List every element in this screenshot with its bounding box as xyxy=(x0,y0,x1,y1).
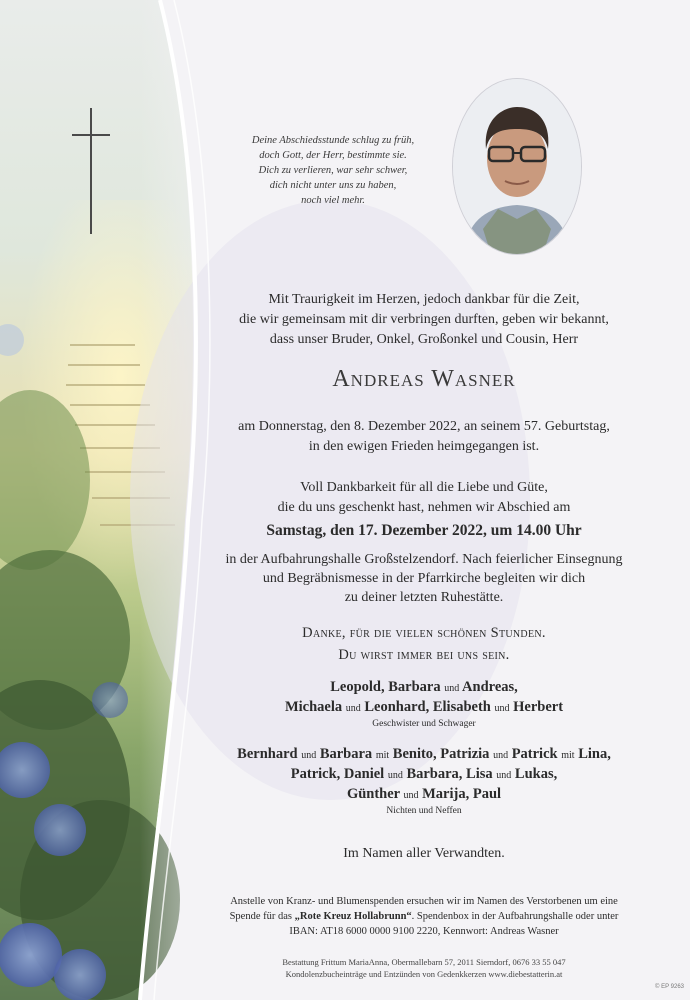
ceremony-place xyxy=(200,550,648,607)
conjunction: und xyxy=(493,750,509,761)
family-names: Leopold, Barbara xyxy=(330,679,441,695)
poem-line: noch viel mehr. xyxy=(301,195,365,206)
motto-line: Danke, für die vielen schönen Stunden. xyxy=(302,625,546,641)
donation-notice xyxy=(200,894,648,939)
family-names: Barbara xyxy=(319,746,373,762)
thanks-line: die du uns geschenkt hast, nehmen wir Abschied am xyxy=(277,500,571,515)
intro-text xyxy=(200,290,648,350)
charity-name: „Rote Kreuz Hollabrunn“ xyxy=(294,911,412,922)
conjunction: und xyxy=(444,683,460,694)
deceased-name: Andreas Wasner xyxy=(332,366,516,392)
poem xyxy=(218,133,448,208)
nieces-block xyxy=(200,745,648,817)
conjunction: und xyxy=(387,770,403,781)
family-names: Marija, Paul xyxy=(422,786,502,802)
funeral-line: Bestattung Frittum MariaAnna, Obermallebarn 57, 2011 Sierndorf, 0676 33 55 047 xyxy=(282,957,566,967)
siblings-block xyxy=(200,678,648,730)
family-names: Andreas, xyxy=(462,679,518,695)
family-names: Herbert xyxy=(513,699,564,715)
conjunction: und xyxy=(494,703,510,714)
funeral-home-info xyxy=(200,956,648,980)
conjunction: und xyxy=(301,750,317,761)
intro-line: Mit Traurigkeit im Herzen, jedoch dankbar für die Zeit, xyxy=(268,292,580,307)
farewell-date: Samstag, den 17. Dezember 2022, um 14.00 Uhr xyxy=(266,522,582,539)
nieces-line xyxy=(200,785,648,805)
family-names: Michaela xyxy=(284,699,343,715)
death-line: am Donnerstag, den 8. Dezember 2022, an seinem 57. Geburtstag, xyxy=(238,419,610,434)
intro-line: die wir gemeinsam mit dir verbringen durften, geben wir bekannt, xyxy=(239,312,609,327)
conjunction: mit xyxy=(375,750,390,761)
donation-line xyxy=(200,909,648,924)
family-names: Leonhard, Elisabeth xyxy=(364,699,491,715)
poem-line: Dich zu verlieren, war sehr schwer, xyxy=(258,165,408,176)
conjunction: und xyxy=(403,790,419,801)
family-names: Lina, xyxy=(578,746,611,762)
place-line: und Begräbnismesse in der Pfarrkirche begleiten wir dich xyxy=(262,571,586,586)
family-names: Benito, Patrizia xyxy=(392,746,490,762)
family-names: Barbara, Lisa xyxy=(406,766,493,782)
conjunction: und xyxy=(345,703,361,714)
nieces-line xyxy=(200,745,648,765)
family-names: Bernhard xyxy=(237,746,298,762)
thanks-text xyxy=(200,478,648,518)
relation-label: Nichten und Neffen xyxy=(386,806,462,816)
poem-line: dich nicht unter uns zu haben, xyxy=(269,180,397,191)
poem-line: doch Gott, der Herr, bestimmte sie. xyxy=(259,150,407,161)
cross-icon xyxy=(72,108,110,234)
family-names: Patrick, Daniel xyxy=(290,766,385,782)
donation-line: IBAN: AT18 6000 0000 9100 2220, Kennwort: Andreas Wasner xyxy=(289,926,559,937)
motto xyxy=(200,622,648,666)
motto-line: Du wirst immer bei uns sein. xyxy=(338,647,510,663)
siblings-line xyxy=(200,698,648,718)
donation-text: . Spendenbox in der Aufbahrungshalle oder unter xyxy=(411,911,619,922)
print-code: © EP 9263 xyxy=(655,984,684,990)
portrait-photo xyxy=(452,78,582,255)
family-names: Lukas, xyxy=(514,766,558,782)
death-notice xyxy=(200,417,648,457)
relation-label: Geschwister und Schwager xyxy=(372,719,476,729)
family-names: Patrick xyxy=(511,746,558,762)
donation-line: Anstelle von Kranz- und Blumenspenden ersuchen wir im Namen des Verstorbenen um eine xyxy=(230,896,618,907)
place-line: in der Aufbahrungshalle Großstelzendorf. Nach feierlicher Einsegnung xyxy=(225,552,623,567)
place-line: zu deiner letzten Ruhestätte. xyxy=(344,590,504,605)
family-names: Günther xyxy=(346,786,400,802)
poem-line: Deine Abschiedsstunde schlug zu früh, xyxy=(251,135,415,146)
siblings-line xyxy=(200,678,648,698)
closing-text: Im Namen aller Verwandten. xyxy=(343,846,505,861)
donation-text: Spende für das xyxy=(229,911,295,922)
death-line: in den ewigen Frieden heimgegangen ist. xyxy=(308,439,540,454)
funeral-line: Kondolenzbucheinträge und Entzünden von Gedenkkerzen www.diebestatterin.at xyxy=(285,969,563,979)
nieces-line xyxy=(200,765,648,785)
intro-line: dass unser Bruder, Onkel, Großonkel und Cousin, Herr xyxy=(269,332,579,347)
thanks-line: Voll Dankbarkeit für all die Liebe und Güte, xyxy=(300,480,548,495)
conjunction: mit xyxy=(561,750,575,761)
conjunction: und xyxy=(496,770,512,781)
